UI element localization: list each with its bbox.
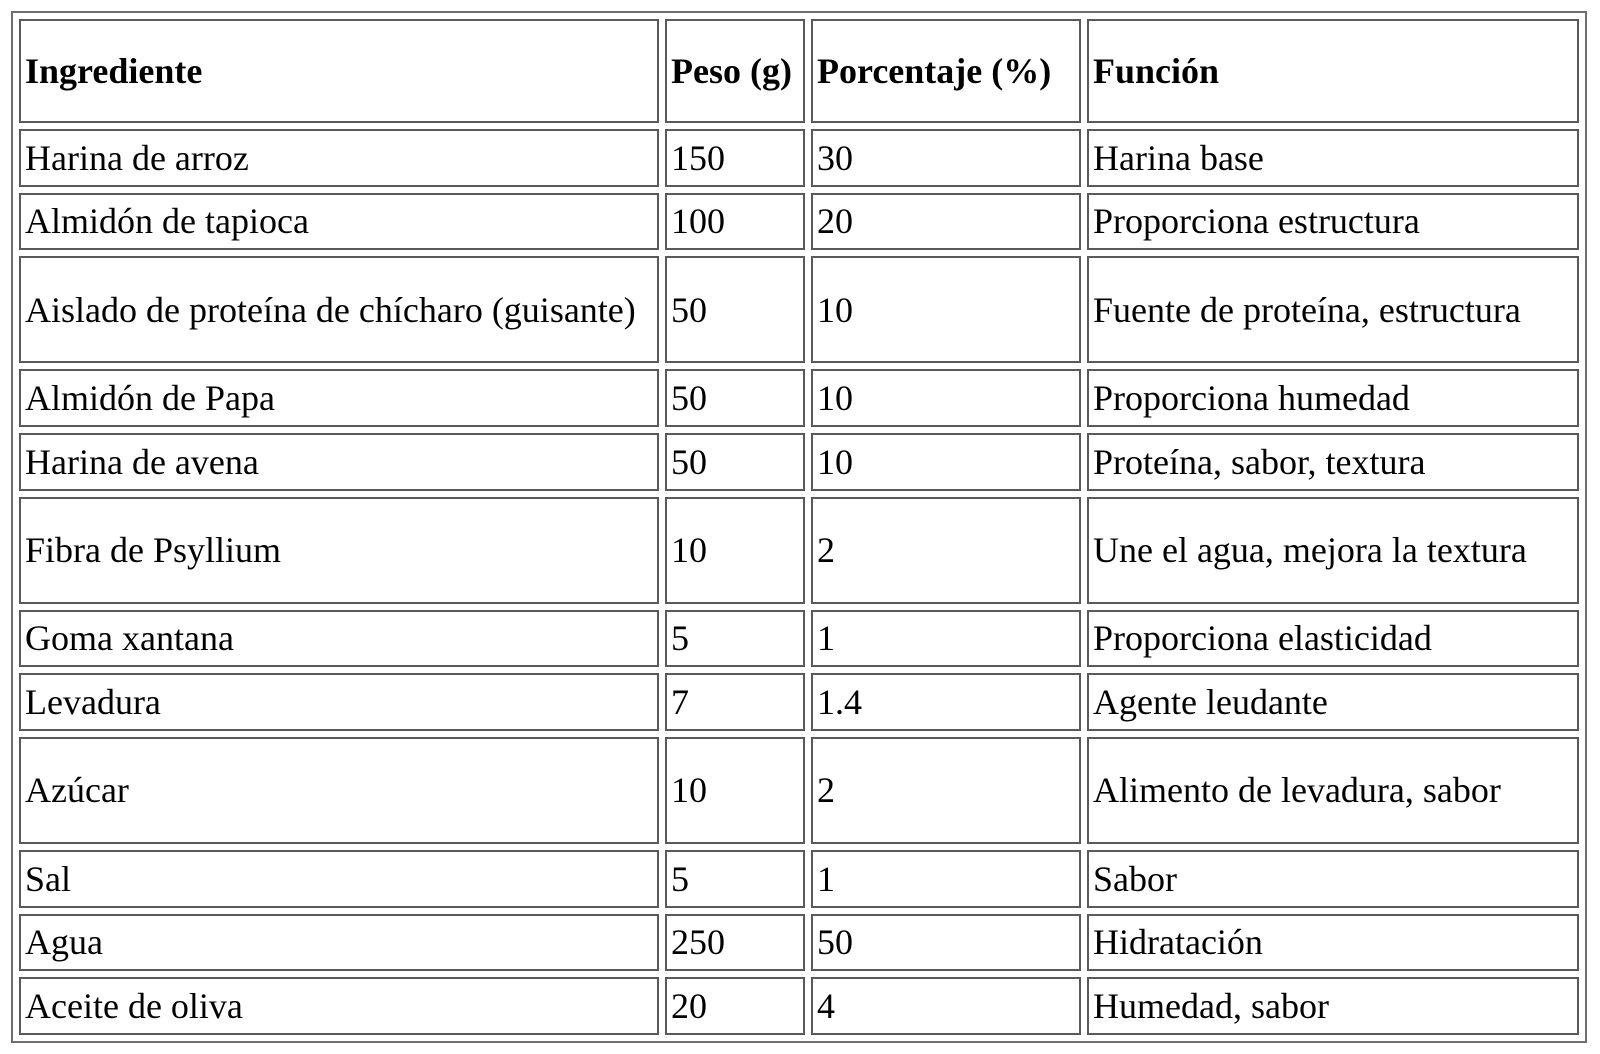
cell-percentage: 10 bbox=[811, 256, 1081, 363]
cell-ingredient: Goma xantana bbox=[19, 610, 659, 668]
cell-weight: 150 bbox=[665, 129, 805, 187]
cell-percentage: 10 bbox=[811, 433, 1081, 491]
cell-weight: 50 bbox=[665, 433, 805, 491]
cell-percentage: 2 bbox=[811, 497, 1081, 604]
cell-function: Harina base bbox=[1087, 129, 1579, 187]
cell-percentage: 50 bbox=[811, 914, 1081, 972]
cell-ingredient: Azúcar bbox=[19, 737, 659, 844]
table-row bbox=[19, 737, 1579, 844]
table-row bbox=[19, 914, 1579, 972]
cell-function: Proporciona estructura bbox=[1087, 193, 1579, 251]
cell-function: Une el agua, mejora la textura bbox=[1087, 497, 1579, 604]
header-ingrediente: Ingrediente bbox=[19, 19, 659, 123]
cell-ingredient: Aislado de proteína de chícharo (guisante) bbox=[19, 256, 659, 363]
cell-function: Proteína, sabor, textura bbox=[1087, 433, 1579, 491]
table-row bbox=[19, 369, 1579, 427]
header-funcion: Función bbox=[1087, 19, 1579, 123]
cell-weight: 5 bbox=[665, 610, 805, 668]
cell-percentage: 1 bbox=[811, 610, 1081, 668]
cell-function: Agente leudante bbox=[1087, 673, 1579, 731]
header-peso: Peso (g) bbox=[665, 19, 805, 123]
cell-function: Alimento de levadura, sabor bbox=[1087, 737, 1579, 844]
table-row bbox=[19, 256, 1579, 363]
cell-percentage: 1.4 bbox=[811, 673, 1081, 731]
header-porcentaje: Porcentaje (%) bbox=[811, 19, 1081, 123]
cell-weight: 50 bbox=[665, 369, 805, 427]
table-row bbox=[19, 977, 1579, 1035]
cell-ingredient: Levadura bbox=[19, 673, 659, 731]
ingredients-table bbox=[13, 13, 1585, 1041]
table-row bbox=[19, 129, 1579, 187]
cell-weight: 50 bbox=[665, 256, 805, 363]
cell-ingredient: Almidón de Papa bbox=[19, 369, 659, 427]
table-row bbox=[19, 850, 1579, 908]
table-row bbox=[19, 610, 1579, 668]
cell-percentage: 20 bbox=[811, 193, 1081, 251]
cell-ingredient: Aceite de oliva bbox=[19, 977, 659, 1035]
cell-weight: 10 bbox=[665, 737, 805, 844]
cell-function: Proporciona elasticidad bbox=[1087, 610, 1579, 668]
cell-function: Proporciona humedad bbox=[1087, 369, 1579, 427]
table-row bbox=[19, 673, 1579, 731]
table-row bbox=[19, 433, 1579, 491]
cell-percentage: 4 bbox=[811, 977, 1081, 1035]
ingredients-table-container bbox=[11, 11, 1587, 1043]
cell-weight: 7 bbox=[665, 673, 805, 731]
cell-ingredient: Harina de avena bbox=[19, 433, 659, 491]
cell-weight: 250 bbox=[665, 914, 805, 972]
cell-ingredient: Harina de arroz bbox=[19, 129, 659, 187]
cell-ingredient: Almidón de tapioca bbox=[19, 193, 659, 251]
cell-percentage: 10 bbox=[811, 369, 1081, 427]
cell-ingredient: Fibra de Psyllium bbox=[19, 497, 659, 604]
cell-ingredient: Sal bbox=[19, 850, 659, 908]
cell-function: Humedad, sabor bbox=[1087, 977, 1579, 1035]
cell-weight: 20 bbox=[665, 977, 805, 1035]
cell-weight: 10 bbox=[665, 497, 805, 604]
cell-percentage: 30 bbox=[811, 129, 1081, 187]
table-row bbox=[19, 193, 1579, 251]
cell-weight: 5 bbox=[665, 850, 805, 908]
cell-percentage: 1 bbox=[811, 850, 1081, 908]
header-row bbox=[19, 19, 1579, 123]
cell-ingredient: Agua bbox=[19, 914, 659, 972]
cell-function: Sabor bbox=[1087, 850, 1579, 908]
cell-weight: 100 bbox=[665, 193, 805, 251]
cell-percentage: 2 bbox=[811, 737, 1081, 844]
table-row bbox=[19, 497, 1579, 604]
cell-function: Fuente de proteína, estructura bbox=[1087, 256, 1579, 363]
cell-function: Hidratación bbox=[1087, 914, 1579, 972]
